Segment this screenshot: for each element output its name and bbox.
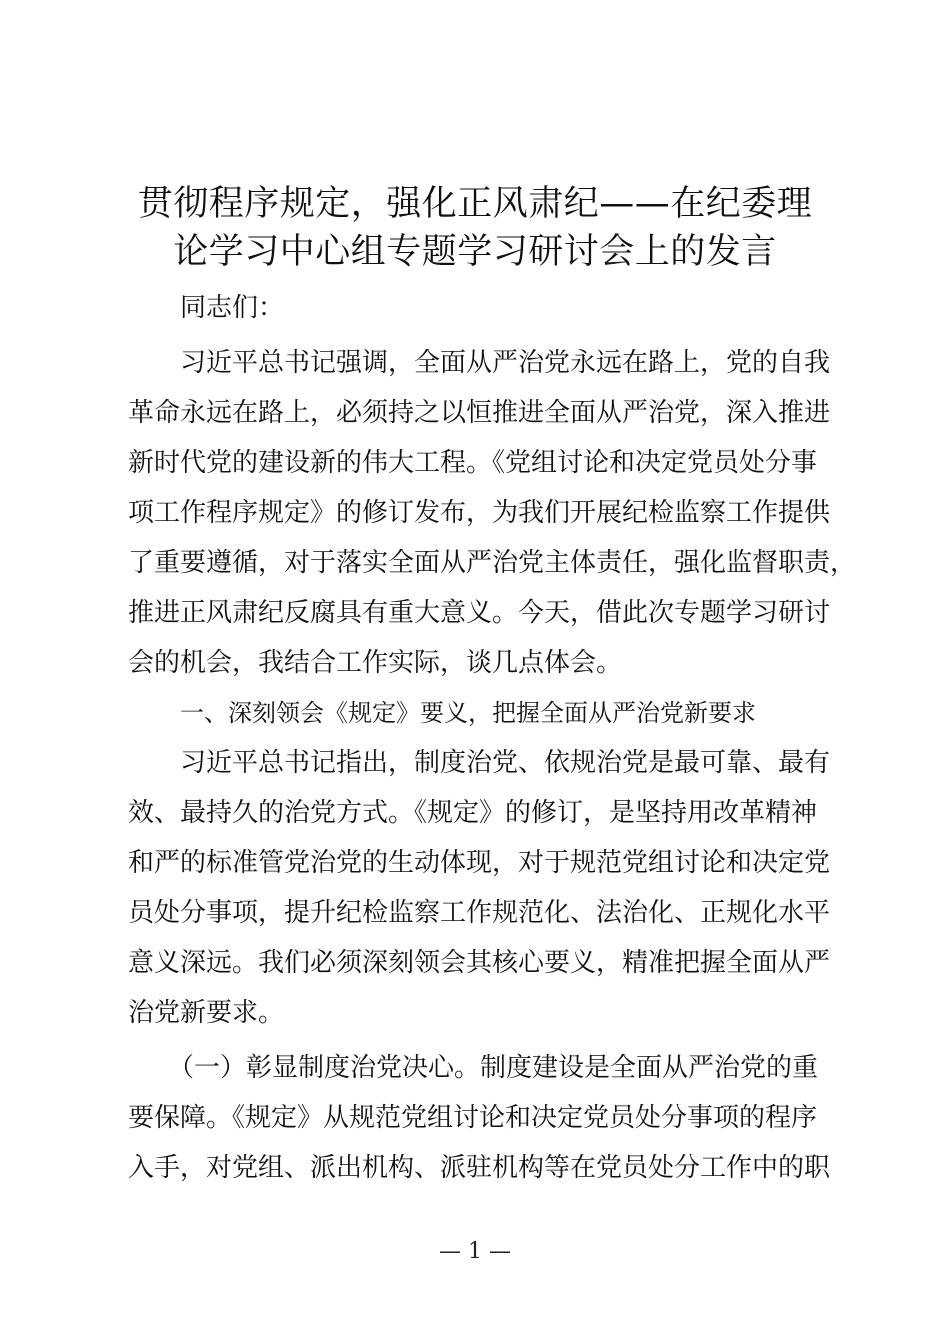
paragraph-line: 习近平总书记强调，全面从严治党永远在路上，党的自我 [180,348,831,378]
paragraph-line: 效、最持久的治党方式。《规定》的修订，是坚持用改革精神 [128,798,818,828]
paragraph-line: 和严的标准管党治党的生动体现，对于规范党组讨论和决定党 [128,848,831,878]
paragraph-line: 治党新要求。 [128,998,285,1028]
paragraph-line: 推进正风肃纪反腐具有重大意义。今天，借此次专题学习研讨 [128,598,831,628]
paragraph-intro [128,338,857,688]
paragraph-line: （一）彰显制度治党决心。制度建设是全面从严治党的重 [168,1053,819,1083]
paragraph-line: 要保障。《规定》从规范党组讨论和决定党员处分事项的程序 [128,1103,818,1133]
greeting: 同志们： [180,293,285,323]
title-line-2: 论学习中心组专题学习研讨会上的发言 [173,232,777,272]
paragraph-line: 会的机会，我结合工作实际，谈几点体会。 [128,648,623,678]
paragraph-line: 革命永远在路上，必须持之以恒推进全面从严治党，深入推进 [128,398,831,428]
paragraph-section-one [128,738,834,1038]
paragraph-line: 了重要遵循，对于落实全面从严治党主体责任，强化监督职责， [128,548,857,578]
title-line-1: 贯彻程序规定，强化正风肃纪——在纪委理 [137,184,813,224]
page-number: — 1 — [439,1239,511,1264]
paragraph-line: 新时代党的建设新的伟大工程。《党组讨论和决定党员处分事 [128,448,818,478]
document-title [120,180,830,276]
paragraph-line: 入手，对党组、派出机构、派驻机构等在党员处分工作中的职 [128,1153,831,1183]
paragraph-line: 习近平总书记指出，制度治党、依规治党是最可靠、最有 [180,748,831,778]
paragraph-line: 员处分事项，提升纪检监察工作规范化、法治化、正规化水平 [128,898,831,928]
paragraph-line: 意义深远。我们必须深刻领会其核心要义，精准把握全面从严 [128,948,831,978]
document-body [128,283,857,1193]
section-heading: 一、深刻领会《规定》要义，把握全面从严治党新要求 [180,699,756,727]
paragraph-line: 项工作程序规定》的修订发布，为我们开展纪检监察工作提供 [128,498,831,528]
paragraph-subsection-one [128,1043,834,1193]
